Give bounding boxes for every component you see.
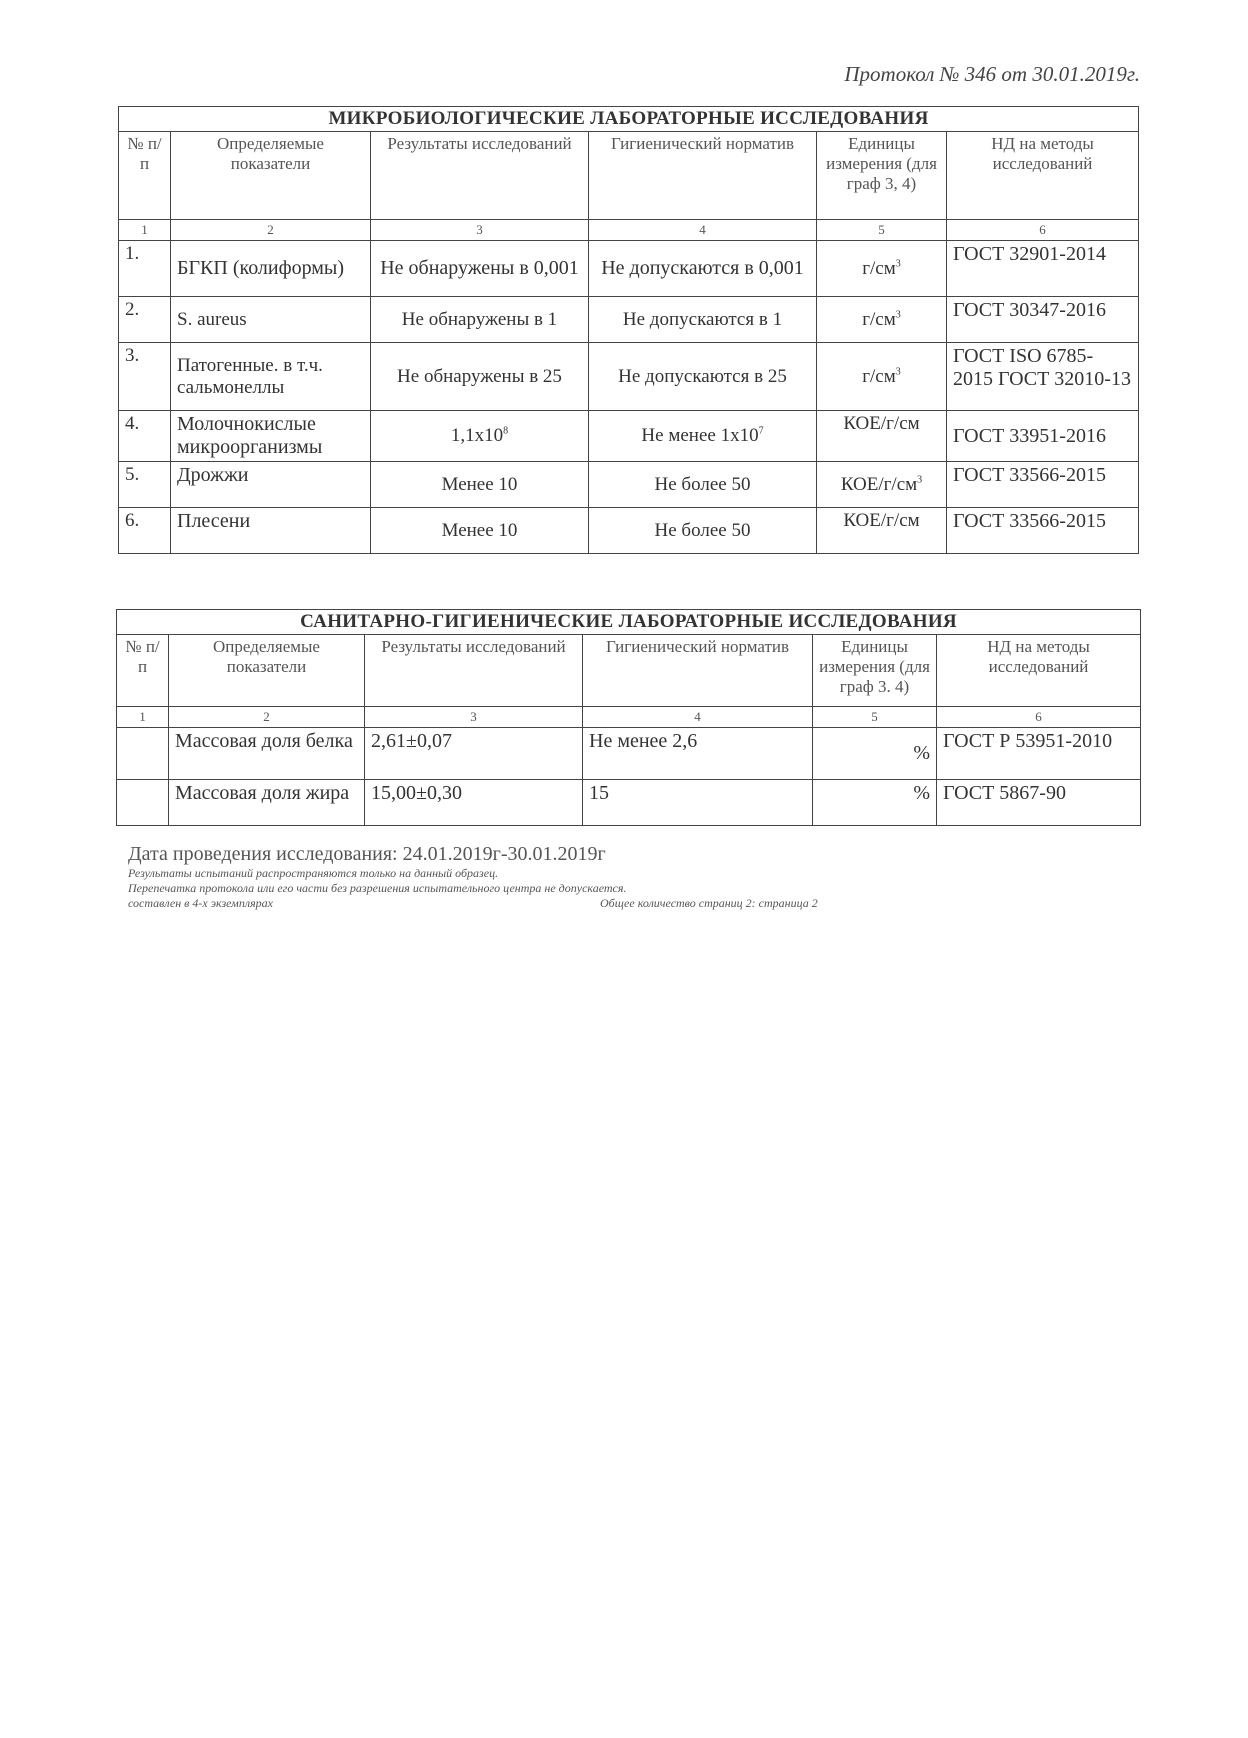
method-cell: ГОСТ Р 53951-2010 (937, 728, 1141, 780)
indicator-cell: Патогенные. в т.ч. сальмонеллы (171, 343, 371, 411)
row-number: 6. (119, 508, 171, 554)
table-row (119, 343, 1139, 411)
copies-note-line (128, 896, 1028, 911)
table-row (119, 297, 1139, 343)
column-number: 5 (817, 220, 947, 241)
column-header: Определяемые показатели (171, 132, 371, 220)
result-cell: Менее 10 (371, 508, 589, 554)
column-header: Единицы измерения (для граф 3, 4) (817, 132, 947, 220)
norm-cell: Не допускаются в 25 (589, 343, 817, 411)
column-number: 3 (365, 707, 583, 728)
column-number: 3 (371, 220, 589, 241)
method-cell: ГОСТ 5867-90 (937, 780, 1141, 826)
unit-cell: $г/см^3$ (817, 241, 947, 297)
result-cell: Менее 10 (371, 462, 589, 508)
result-cell: Не обнаружены в 1 (371, 297, 589, 343)
row-number: 1. (119, 241, 171, 297)
row-number: 4. (119, 411, 171, 462)
sanitary-table (116, 609, 1141, 826)
column-header: Единицы измерения (для граф 3. 4) (813, 635, 937, 707)
copies-note: составлен в 4-х экземплярах (128, 896, 273, 910)
column-header: Гигиенический норматив (589, 132, 817, 220)
column-number: 1 (119, 220, 171, 241)
indicator-cell: Массовая доля жира (169, 780, 365, 826)
column-number: 2 (169, 707, 365, 728)
column-header: Результаты исследований (365, 635, 583, 707)
norm-cell: Не менее $1x10^7$ (589, 411, 817, 462)
table-row (119, 241, 1139, 297)
row-number (117, 780, 169, 826)
unit-cell: КОЕ/г/см (817, 508, 947, 554)
column-header: Результаты исследований (371, 132, 589, 220)
indicator-cell: БГКП (колиформы) (171, 241, 371, 297)
column-number: 4 (589, 220, 817, 241)
table-row (117, 728, 1141, 780)
unit-cell: КОЕ/$г/см^3$ (817, 462, 947, 508)
norm-cell: 15 (583, 780, 813, 826)
column-header: Гигиенический норматив (583, 635, 813, 707)
indicator-cell: Плесени (171, 508, 371, 554)
microbiological-table (118, 106, 1139, 554)
table-row (119, 462, 1139, 508)
indicator-cell: S. aureus (171, 297, 371, 343)
column-header: НД на методы исследований (937, 635, 1141, 707)
column-number: 6 (947, 220, 1139, 241)
column-header: № п/п (117, 635, 169, 707)
indicator-cell: Дрожжи (171, 462, 371, 508)
unit-cell: % (813, 780, 937, 826)
method-cell: ГОСТ 32901-2014 (947, 241, 1139, 297)
norm-cell: Не допускаются в 0,001 (589, 241, 817, 297)
column-number: 4 (583, 707, 813, 728)
indicator-cell: Массовая доля белка (169, 728, 365, 780)
result-cell: Не обнаружены в 0,001 (371, 241, 589, 297)
page-count: Общее количество страниц 2: страница 2 (600, 896, 818, 910)
row-number: 2. (119, 297, 171, 343)
table-row (119, 508, 1139, 554)
research-date: Дата проведения исследования: 24.01.2019г-30.01.2019г (128, 843, 606, 865)
method-cell: ГОСТ 33566-2015 (947, 462, 1139, 508)
results-note: Результаты испытаний распространяются только на данный образец. (128, 866, 499, 880)
unit-cell: $г/см^3$ (817, 297, 947, 343)
method-cell: ГОСТ 33566-2015 (947, 508, 1139, 554)
norm-cell: Не допускаются в 1 (589, 297, 817, 343)
unit-cell: % (813, 728, 937, 780)
protocol-header: Протокол № 346 от 30.01.2019г. (844, 62, 1140, 86)
table-title: САНИТАРНО-ГИГИЕНИЧЕСКИЕ ЛАБОРАТОРНЫЕ ИССЛЕДОВАНИЯ (117, 610, 1141, 635)
result-cell: Не обнаружены в 25 (371, 343, 589, 411)
column-number: 1 (117, 707, 169, 728)
method-cell: ГОСТ 33951-2016 (947, 411, 1139, 462)
table-row (117, 780, 1141, 826)
indicator-cell: Молочнокислые микроорганизмы (171, 411, 371, 462)
column-number: 6 (937, 707, 1141, 728)
result-cell: 15,00±0,30 (365, 780, 583, 826)
column-number: 5 (813, 707, 937, 728)
row-number: 3. (119, 343, 171, 411)
result-cell: 2,61±0,07 (365, 728, 583, 780)
protocol-footer (128, 843, 1028, 911)
unit-cell: $г/см^3$ (817, 343, 947, 411)
column-header: Определяемые показатели (169, 635, 365, 707)
column-header: НД на методы исследований (947, 132, 1139, 220)
row-number (117, 728, 169, 780)
reprint-note: Перепечатка протокола или его части без разрешения испытательного центра не допускается. (128, 881, 627, 895)
method-cell: ГОСТ ISO 6785-2015 ГОСТ 32010-13 (947, 343, 1139, 411)
column-header: № п/п (119, 132, 171, 220)
norm-cell: Не менее 2,6 (583, 728, 813, 780)
method-cell: ГОСТ 30347-2016 (947, 297, 1139, 343)
norm-cell: Не более 50 (589, 462, 817, 508)
unit-cell: КОЕ/г/см (817, 411, 947, 462)
column-number: 2 (171, 220, 371, 241)
table-row (119, 411, 1139, 462)
table-title: МИКРОБИОЛОГИЧЕСКИЕ ЛАБОРАТОРНЫЕ ИССЛЕДОВАНИЯ (119, 107, 1139, 132)
result-cell: $1,1x10^8$ (371, 411, 589, 462)
norm-cell: Не более 50 (589, 508, 817, 554)
row-number: 5. (119, 462, 171, 508)
